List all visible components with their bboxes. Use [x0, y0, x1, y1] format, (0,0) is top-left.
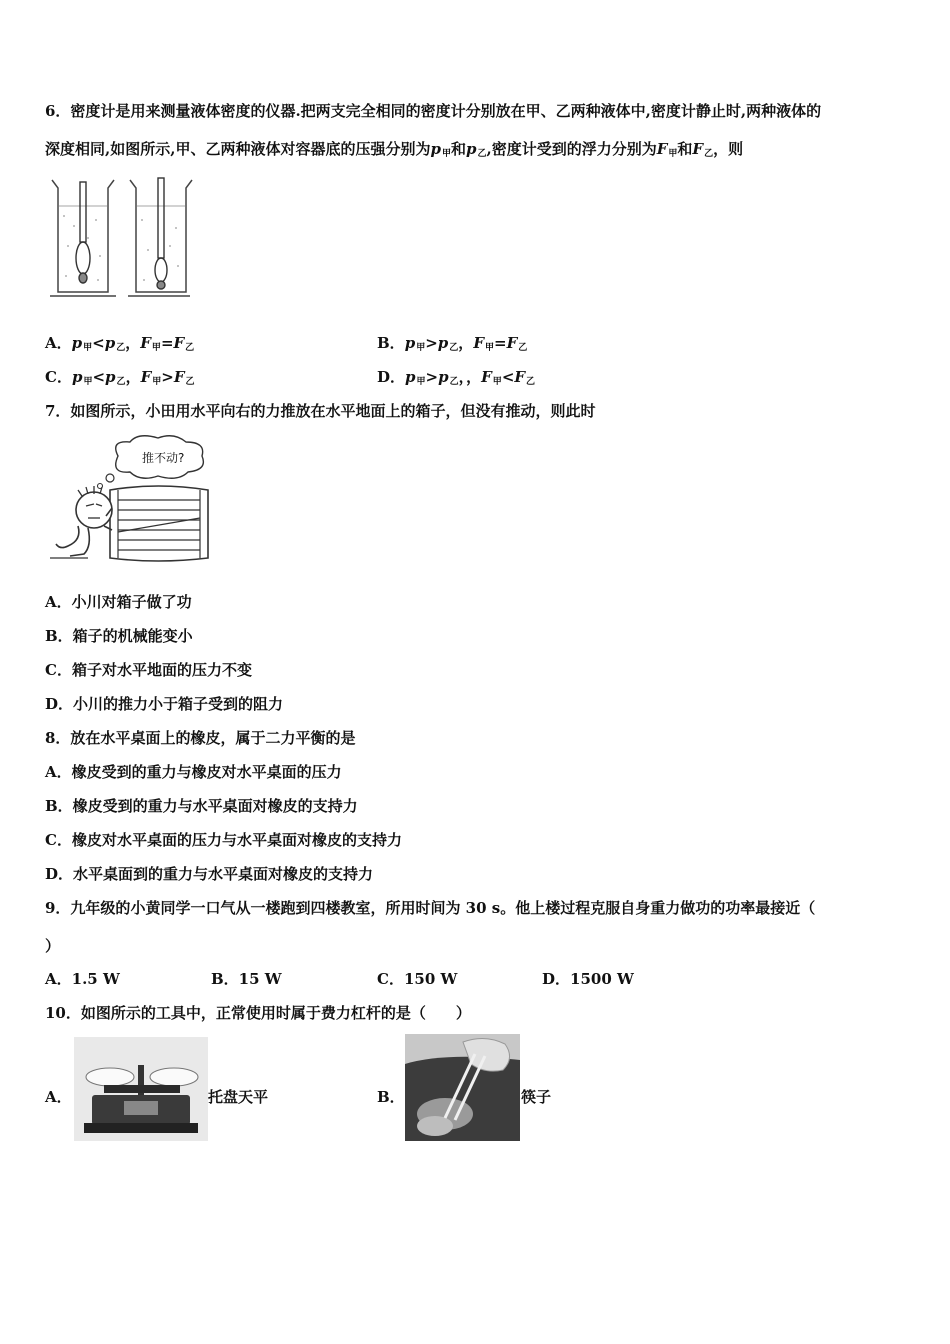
q8-option-a[interactable]: A．橡皮受到的重力与橡皮对水平桌面的压力 [45, 763, 342, 781]
q6-stem-line1: 6．密度计是用来测量液体密度的仪器.把两支完全相同的密度计分别放在甲、乙两种液体中,密度计静止时,两种液体的 [45, 102, 822, 120]
balance-scale-image[interactable] [74, 1037, 208, 1141]
q6-stem-line2: 深度相同,如图所示,甲、乙两种液体对容器底的压强分别为$p_甲$和$p_乙$,密度计受到的浮力分别为$F_甲$和$F_乙$，则 [45, 140, 744, 159]
q7-option-b[interactable]: B．箱子的机械能变小 [45, 627, 193, 645]
bubble-text: 推不动? [142, 451, 185, 465]
q9-stem-line1: 9．九年级的小黄同学一口气从一楼跑到四楼教室，所用时间为 30 s。他上楼过程克服自身重力做功的功率最接近（ [45, 899, 816, 917]
q10-option-a-text: 托盘天平 [208, 1088, 269, 1106]
q7-option-a[interactable]: A．小川对箱子做了功 [45, 593, 192, 611]
q10-option-b-text: 筷子 [521, 1088, 552, 1106]
q6-option-a[interactable]: A．$p_甲<p_乙$，$F_甲=F_乙$ [45, 334, 195, 353]
q7-option-d[interactable]: D．小川的推力小于箱子受到的阻力 [45, 695, 284, 713]
q8-option-b[interactable]: B．橡皮受到的重力与水平桌面对橡皮的支持力 [45, 797, 358, 815]
q9-option-b[interactable]: B．15 W [211, 970, 282, 988]
q9-stem-line2: ） [45, 937, 61, 955]
q6-option-d[interactable]: D．$p_甲>p_乙$，，$F_甲<F_乙$ [377, 368, 536, 387]
q10-option-b-label[interactable]: B． [377, 1088, 405, 1106]
q10-option-a-label[interactable]: A． [45, 1088, 72, 1106]
pushing-box-figure [48, 434, 220, 564]
q8-option-d[interactable]: D．水平桌面到的重力与水平桌面对橡皮的支持力 [45, 865, 374, 883]
q6-option-c[interactable]: C．$p_甲<p_乙$，$F_甲>F_乙$ [45, 368, 195, 387]
q9-option-c[interactable]: C．150 W [377, 970, 458, 988]
q7-option-c[interactable]: C．箱子对水平地面的压力不变 [45, 661, 252, 679]
q8-option-c[interactable]: C．橡皮对水平桌面的压力与水平桌面对橡皮的支持力 [45, 831, 402, 849]
q7-stem: 7．如图所示，小田用水平向右的力推放在水平地面上的箱子，但没有推动，则此时 [45, 402, 596, 420]
hydrometer-figure [48, 176, 193, 300]
q9-option-a[interactable]: A．1.5 W [45, 970, 120, 988]
q10-stem: 10．如图所示的工具中，正常使用时属于费力杠杆的是（ ） [45, 1004, 471, 1022]
q6-option-b[interactable]: B．$p_甲>p_乙$，$F_甲=F_乙$ [377, 334, 528, 353]
chopsticks-image[interactable] [405, 1034, 520, 1141]
q8-stem: 8．放在水平桌面上的橡皮，属于二力平衡的是 [45, 729, 356, 747]
q9-option-d[interactable]: D．1500 W [542, 970, 634, 988]
